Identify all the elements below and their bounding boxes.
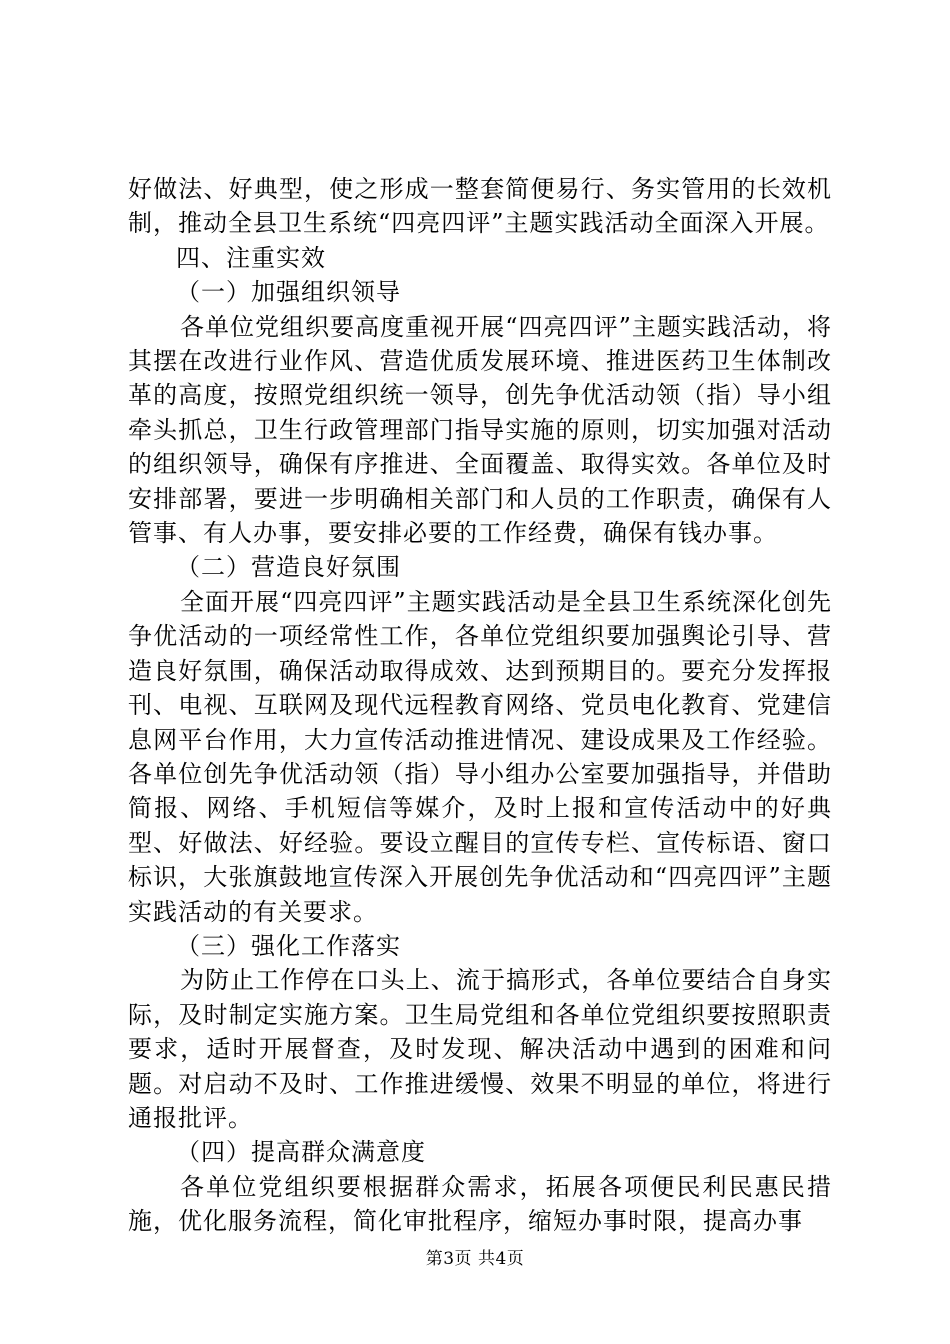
document-body (128, 172, 832, 1239)
subheading-implementation: （三）强化工作落实 (176, 931, 401, 960)
paragraph-organization: 各单位党组织要高度重视开展“四亮四评”主题实践活动，将其摆在改进行业作风、营造优质发展环境、推进医药卫生体制改革的高度，按照党组织统一领导，创先争优活动领（指）导小组牵头抓总，卫生行政管理部门指导实施的原则，切实加强对活动的组织领导，确保有序推进、全面覆盖、取得实效。各单位及时安排部署，要进一步明确相关部门和人员的工作职责，确保有人管事、有人办事，要安排必要的工作经费，确保有钱办事。 (128, 312, 832, 548)
paragraph-continuation: 好做法、好典型，使之形成一整套简便易行、务实管用的长效机制，推动全县卫生系统“四亮四评”主题实践活动全面深入开展。 (128, 175, 832, 238)
subheading-atmosphere: （二）营造良好氛围 (176, 553, 401, 582)
subheading-organization: （一）加强组织领导 (176, 278, 401, 307)
paragraph-satisfaction: 各单位党组织要根据群众需求，拓展各项便民利民惠民措施，优化服务流程，简化审批程序，缩短办事时限，提高办事 (128, 1172, 832, 1236)
paragraph-implementation: 为防止工作停在口头上、流于搞形式，各单位要结合自身实际，及时制定实施方案。卫生局党组和各单位党组织要按照职责要求，适时开展督查，及时发现、解决活动中遇到的困难和问题。对启动不及时、工作推进缓慢、效果不明显的单位，将进行通报批评。 (128, 966, 832, 1132)
page-footer: 第3页 共4页 (425, 1249, 525, 1269)
section-heading-four: 四、注重实效 (176, 243, 326, 272)
paragraph-atmosphere: 全面开展“四亮四评”主题实践活动是全县卫生系统深化创先争优活动的一项经常性工作，各单位党组织要加强舆论引导、营造良好氛围，确保活动取得成效、达到预期目的。要充分发挥报刊、电视、互联网及现代远程教育网络、党员电化教育、党建信息网平台作用，大力宣传活动推进情况、建设成果及工作经验。各单位创先争优活动领（指）导小组办公室要加强指导，并借助简报、网络、手机短信等媒介，及时上报和宣传活动中的好典型、好做法、好经验。要设立醒目的宣传专栏、宣传标语、窗口标识，大张旗鼓地宣传深入开展创先争优活动和“四亮四评”主题实践活动的有关要求。 (128, 587, 832, 926)
subheading-satisfaction: （四）提高群众满意度 (176, 1138, 426, 1167)
